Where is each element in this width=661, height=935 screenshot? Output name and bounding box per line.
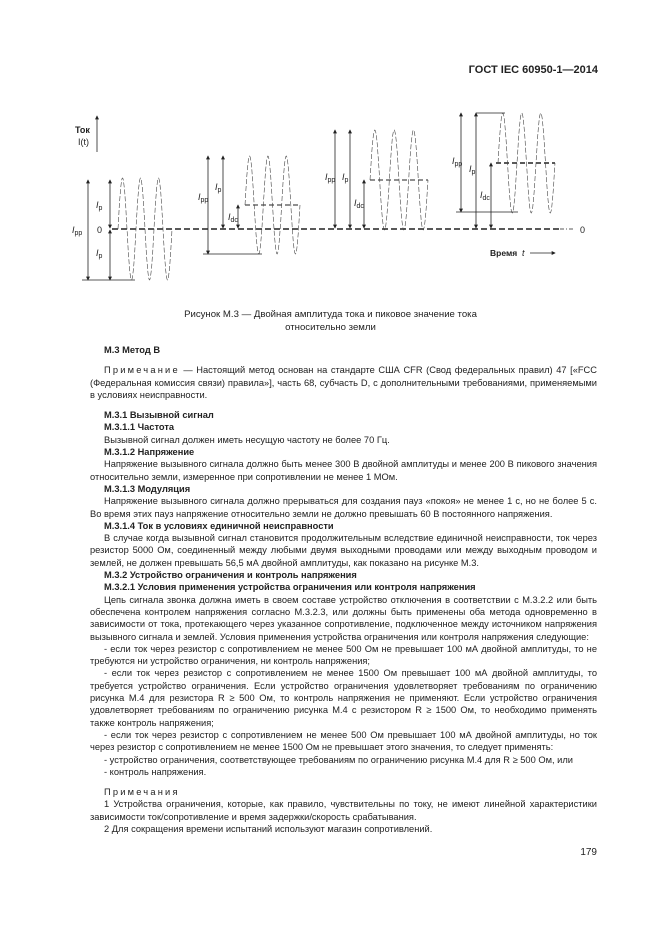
- section-m31-title: М.3.1 Вызывной сигнал: [104, 410, 214, 421]
- note-paragraph: [90, 364, 597, 401]
- ip-label-1-upper: $I_p$: [96, 200, 103, 212]
- note-label: Примечание: [104, 365, 180, 376]
- figure-caption-line2: относительно земли: [285, 322, 376, 333]
- section-m312-text: Напряжение вызывного сигнала должно быть менее 300 В двойной амплитуды и менее 200 В пикового значения относительно земли, измеренное при сопротивлении не менее 1 МОм.: [90, 459, 597, 482]
- section-m314-title: М.3.1.4 Ток в условиях единичной неисправности: [104, 520, 334, 531]
- time-label: Время: [490, 248, 518, 258]
- document-body: [90, 344, 597, 835]
- zero-label-left: 0: [97, 225, 103, 235]
- ip-label-3: $I_p$: [342, 172, 349, 184]
- ip-label-1-lower: $I_p$: [96, 248, 103, 260]
- note-text: — Настоящий метод основан на стандарте США CFR (Свод федеральных правил) 47 [«FCC (Федеральная комиссия связи) правила»], часть 68, субчасть D, с дополнительными требованиями, применяемыми в условиях неисправности.: [90, 365, 597, 400]
- ipp-label-4: $I_{pp}$: [452, 156, 463, 168]
- idc-label-4: $I_{dc}$: [480, 190, 490, 202]
- section-m311-title: М.3.1.1 Частота: [104, 422, 175, 433]
- section-m313-title: М.3.1.3 Модуляция: [104, 483, 191, 494]
- idc-label-3: $I_{dc}$: [354, 198, 364, 210]
- y-axis-label: Ток: [75, 125, 90, 135]
- section-m313-text: Напряжение вызывного сигнала должно прерываться для создания пауз «покоя» не менее 1 с, но не более 5 с. Во время этих пауз напряжение относительно земли не должно превышать 60 В постоянного напряжения.: [90, 496, 597, 519]
- section-m312-title: М.3.1.2 Напряжение: [104, 447, 195, 458]
- time-var: t: [522, 248, 525, 258]
- document-header: ГОСТ IEC 60950-1—2014: [468, 64, 598, 76]
- section-m32-title: М.3.2 Устройство ограничения и контроль напряжения: [104, 570, 357, 581]
- notes-label: [90, 786, 597, 798]
- list-item: - если ток через резистор с сопротивлением не менее 500 Ом превышает 100 мА двойной амплитуды, но ток через резистор с сопротивлением не менее 1500 Ом не превышает этого значения, то следует применять:: [90, 729, 597, 753]
- zero-label-right: 0: [580, 225, 586, 235]
- y-axis-var: I(t): [78, 137, 89, 147]
- notes-label-text: Примечания: [104, 787, 180, 798]
- note-1: 1 Устройства ограничения, которые, как правило, чувствительны по току, не имеют линейной характеристики зависимости ток/сопротивление и время задержки/скорость срабатывания.: [90, 799, 597, 822]
- ip-label-2: $I_p$: [215, 182, 222, 194]
- section-m311-text: Вызывной сигнал должен иметь несущую частоту не более 70 Гц.: [104, 434, 390, 445]
- section-m3-title: М.3 Метод В: [104, 345, 161, 355]
- list-item: - устройство ограничения, соответствующее требованиям по ограничению рисунка М.4 для R ≥ 500 Ом, или: [104, 754, 573, 765]
- ip-label-4: $I_p$: [469, 164, 476, 176]
- section-m321-text: Цепь сигнала звонка должна иметь в своем составе устройство отключения в соответствии с М.3.2.2 или быть обеспечена контролем напряжения согласно М.3.2.3, или должны быть применены оба метода одновременно в зависимости от тока, протекающего через указанное сопротивление, подключенное между источником напряжения вызывного сигнала и землей. Условия применения устройства ограничения или контроля напряжения следующие:: [90, 594, 597, 642]
- ipp-label-2: $I_{pp}$: [198, 192, 209, 204]
- page-number: 179: [580, 847, 597, 858]
- figure-m3-diagram: [0, 100, 661, 300]
- list-item: - если ток через резистор с сопротивлением не менее 1500 Ом превышает 100 мА двойной амплитуды, то требуется устройство ограничения. Если устройство ограничения удовлетворяет требованиям по ограничению рисунка М.4 для резистора R ≥ 500 Ом, то контроль напряжения не применяют. Если устройство ограничения удовлетворяет требованиям по ограничению рисунка М.4 с резистором R ≥ 1500 Ом, то необходимо применять также контроль напряжения;: [90, 668, 597, 728]
- ipp-label-3: $I_{pp}$: [325, 172, 336, 184]
- note-2: 2 Для сокращения времени испытаний используют магазин сопротивлений.: [104, 823, 433, 834]
- list-item: - если ток через резистор с сопротивлением не менее 500 Ом не превышает 100 мА двойной амплитуды, то не требуются ни устройство ограничения, ни контроль напряжения;: [90, 643, 597, 667]
- section-m321-title: М.3.2.1 Условия применения устройства ограничения или контроля напряжения: [104, 582, 476, 593]
- ipp-label-1: $I_{pp}$: [72, 225, 83, 237]
- section-m314-text: В случае когда вызывной сигнал становится продолжительным вследствие единичной неисправности, ток через резистор 5000 Ом, соединенный между любыми двумя выходными проводами или между выходным проводом и землей, не должен превышать 56,5 мА двойной амплитуды, как показано на рисунке М.3.: [90, 533, 597, 568]
- idc-label-2: $I_{dc}$: [228, 212, 238, 224]
- figure-caption-line1: Рисунок М.3 — Двойная амплитуда тока и пиковое значение тока: [184, 309, 477, 320]
- list-item: - контроль напряжения.: [104, 766, 207, 777]
